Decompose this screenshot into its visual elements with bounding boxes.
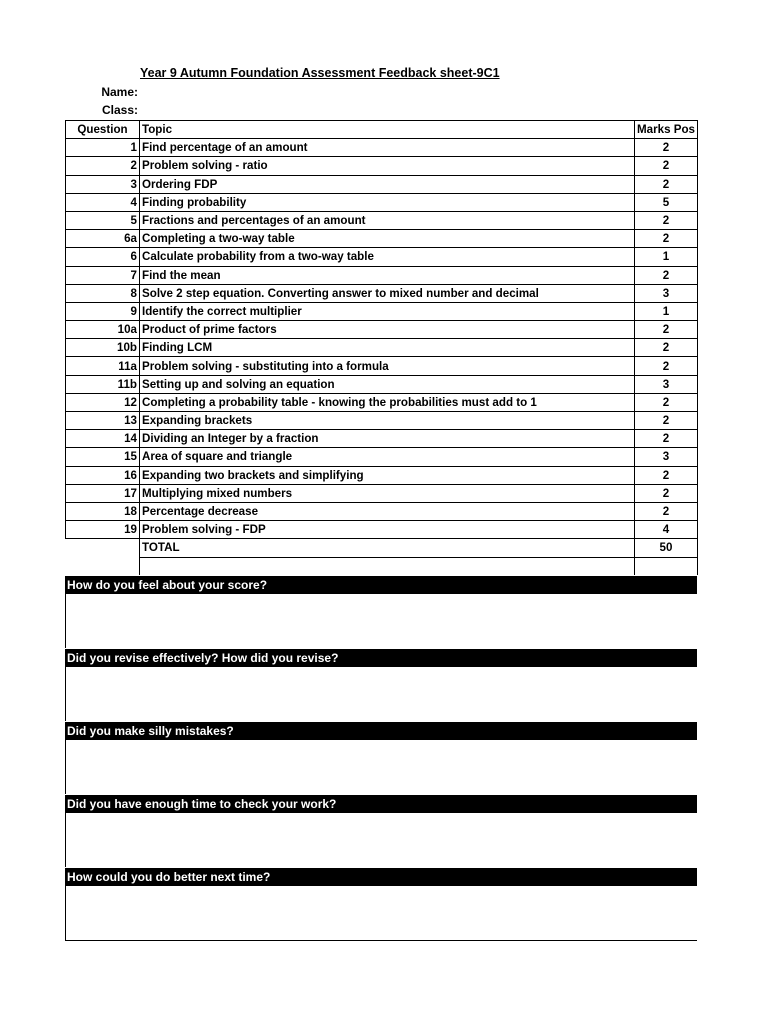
marks-cell: 2 [635,321,698,339]
question-cell: 11a [66,357,140,375]
empty-row [66,557,698,575]
question-cell: 13 [66,412,140,430]
feedback-question: How could you do better next time? [65,868,697,886]
question-cell: 10b [66,339,140,357]
question-cell: 6 [66,248,140,266]
marks-cell: 4 [635,521,698,539]
marks-cell: 2 [635,339,698,357]
topic-cell: Expanding brackets [140,412,635,430]
table-row [66,412,698,430]
topic-cell: Area of square and triangle [140,448,635,466]
question-cell: 4 [66,193,140,211]
topic-cell: Finding LCM [140,339,635,357]
topic-cell: Identify the correct multiplier [140,302,635,320]
topic-cell: Completing a probability table - knowing the probabilities must add to 1 [140,393,635,411]
feedback-question: Did you make silly mistakes? [65,722,697,740]
topic-cell: Expanding two brackets and simplifying [140,466,635,484]
table-row [66,339,698,357]
table-row [66,302,698,320]
feedback-question: Did you revise effectively? How did you revise? [65,649,697,667]
marks-cell: 2 [635,357,698,375]
topic-cell: Problem solving - substituting into a formula [140,357,635,375]
table-row [66,139,698,157]
question-cell: 15 [66,448,140,466]
feedback-answer-area[interactable] [65,667,697,721]
class-label: Class: [101,103,138,117]
marks-cell: 3 [635,375,698,393]
question-cell: 17 [66,484,140,502]
topic-cell: Ordering FDP [140,175,635,193]
feedback-answer-area[interactable] [65,594,697,648]
question-cell: 16 [66,466,140,484]
question-cell: 18 [66,502,140,520]
topic-cell: Problem solving - ratio [140,157,635,175]
feedback-answer-area[interactable] [65,886,697,941]
marks-cell: 2 [635,502,698,520]
table-row [66,284,698,302]
marks-cell: 2 [635,430,698,448]
table-row [66,466,698,484]
marks-cell: 1 [635,248,698,266]
question-cell: 14 [66,430,140,448]
table-row [66,266,698,284]
marks-cell: 2 [635,211,698,229]
marks-cell: 2 [635,175,698,193]
table-row [66,448,698,466]
table-row [66,321,698,339]
question-cell: 5 [66,211,140,229]
topic-cell: Solve 2 step equation. Converting answer to mixed number and decimal [140,284,635,302]
marks-cell: 2 [635,466,698,484]
marks-cell: 3 [635,284,698,302]
question-cell: 8 [66,284,140,302]
total-marks: 50 [635,539,698,557]
topic-cell: Setting up and solving an equation [140,375,635,393]
topic-cell: Multiplying mixed numbers [140,484,635,502]
topic-cell: Dividing an Integer by a fraction [140,430,635,448]
topic-cell: Percentage decrease [140,502,635,520]
question-cell: 3 [66,175,140,193]
feedback-section [65,576,697,648]
header-topic: Topic [140,121,635,139]
table-row [66,484,698,502]
marks-cell: 2 [635,157,698,175]
table-row [66,193,698,211]
feedback-answer-area[interactable] [65,813,697,867]
header-marks: Marks Pos [635,121,698,139]
empty-topic-cell [140,557,635,575]
question-cell: 6a [66,230,140,248]
question-cell: 1 [66,139,140,157]
table-row [66,393,698,411]
marks-cell: 2 [635,393,698,411]
question-cell: 7 [66,266,140,284]
total-row [66,539,698,557]
table-row [66,357,698,375]
empty-blank-cell [66,557,140,575]
feedback-section [65,868,697,941]
table-row [66,521,698,539]
marks-cell: 2 [635,230,698,248]
feedback-section [65,795,697,867]
marks-cell: 5 [635,193,698,211]
question-cell: 10a [66,321,140,339]
feedback-question: How do you feel about your score? [65,576,697,594]
name-label: Name: [101,85,138,99]
table-row [66,375,698,393]
feedback-section [65,649,697,721]
total-label: TOTAL [140,539,635,557]
sheet-title: Year 9 Autumn Foundation Assessment Feedback sheet-9C1 [140,66,500,80]
marks-cell: 2 [635,412,698,430]
table-row [66,248,698,266]
feedback-section [65,722,697,794]
feedback-answer-area[interactable] [65,740,697,794]
marks-cell: 2 [635,266,698,284]
table-row [66,157,698,175]
question-cell: 12 [66,393,140,411]
table-row [66,430,698,448]
table-row [66,230,698,248]
table-row [66,211,698,229]
topic-cell: Product of prime factors [140,321,635,339]
marks-cell: 3 [635,448,698,466]
topic-cell: Find the mean [140,266,635,284]
table-row [66,175,698,193]
topic-cell: Completing a two-way table [140,230,635,248]
topic-cell: Problem solving - FDP [140,521,635,539]
question-cell: 9 [66,302,140,320]
topic-cell: Fractions and percentages of an amount [140,211,635,229]
marks-cell: 1 [635,302,698,320]
table-header-row [66,121,698,139]
total-blank-cell [66,539,140,557]
topic-cell: Finding probability [140,193,635,211]
question-cell: 11b [66,375,140,393]
topic-cell: Calculate probability from a two-way table [140,248,635,266]
question-cell: 19 [66,521,140,539]
feedback-question: Did you have enough time to check your work? [65,795,697,813]
question-cell: 2 [66,157,140,175]
assessment-table [65,120,698,575]
empty-marks-cell [635,557,698,575]
marks-cell: 2 [635,139,698,157]
table-row [66,502,698,520]
marks-cell: 2 [635,484,698,502]
topic-cell: Find percentage of an amount [140,139,635,157]
header-question: Question [66,121,140,139]
